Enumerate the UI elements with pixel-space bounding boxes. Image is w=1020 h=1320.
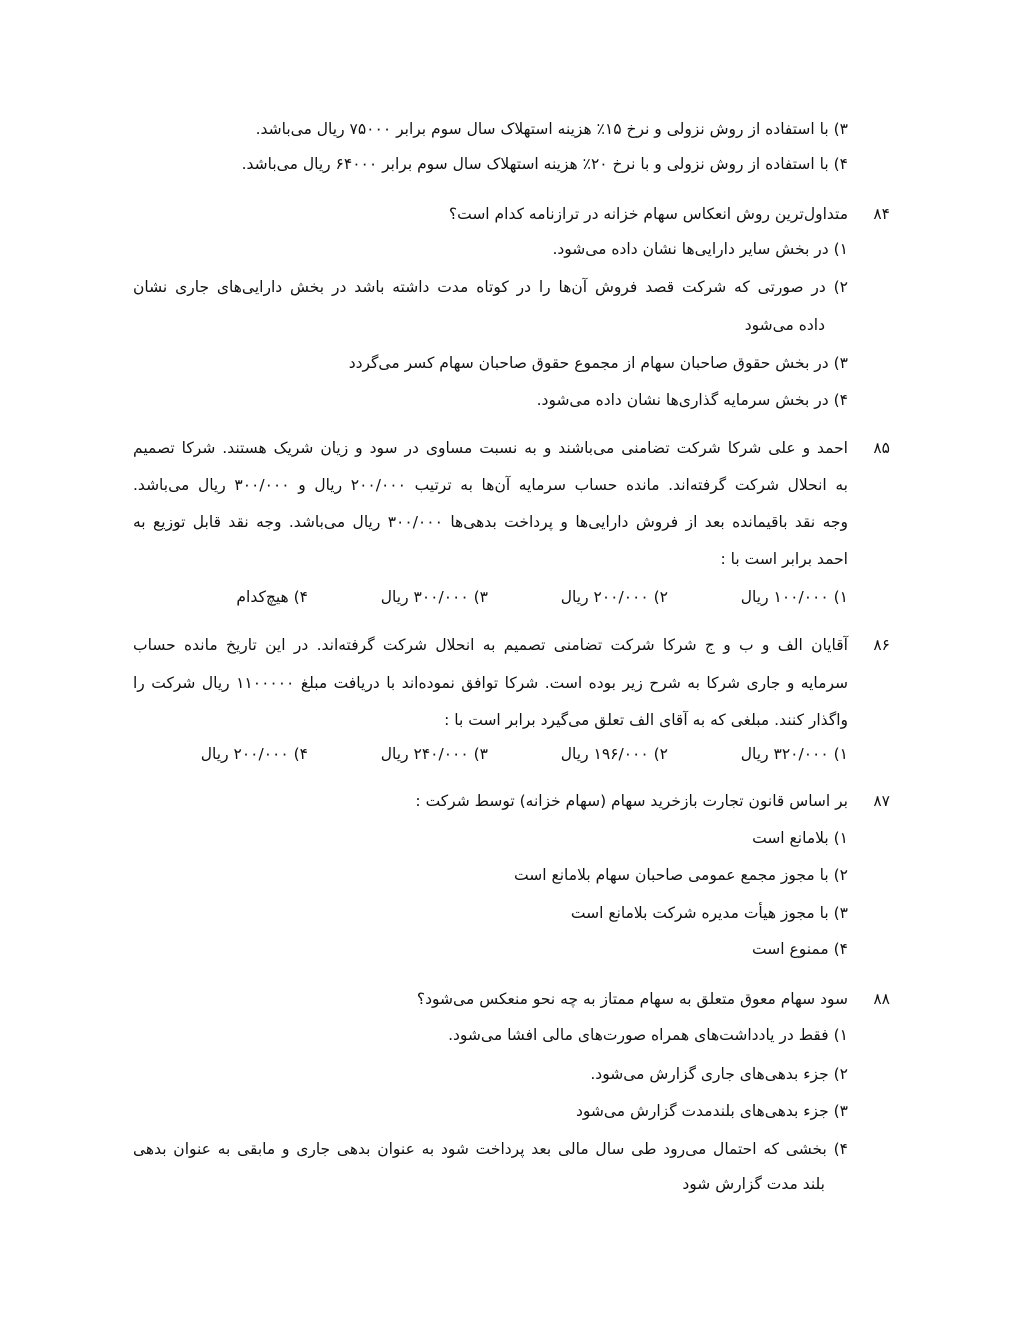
question-87-option-4: ۴) ممنوع است (752, 940, 848, 958)
question-87-option-3: ۳) با مجوز هیأت مدیره شرکت بلامانع است (570, 904, 848, 922)
question-86-option-4: ۴) ۲۰۰/۰۰۰ ریال (200, 745, 308, 763)
question-87-number: ۸۷ (873, 792, 890, 810)
question-88-text: سود سهام معوق متعلق به سهام ممتاز به چه نحو منعکس می‌شود؟ (416, 990, 848, 1008)
question-84-text: متداول‌ترین روش انعکاس سهام خزانه در ترازنامه کدام است؟ (448, 205, 848, 223)
question-85-line-2: به انحلال شرکت گرفته‌اند. مانده حساب سرمایه آن‌ها به ترتیب ۲۰۰/۰۰۰ ریال و ۳۰۰/۰۰۰ ریال می‌باشد. (133, 476, 848, 494)
question-86-line-2: سرمایه و جاری شرکا به شرح زیر بوده است. شرکا توافق نموده‌اند با دریافت مبلغ ۱۱۰۰۰۰۰ ریال شرکت را (133, 674, 848, 692)
question-87-option-2: ۲) با مجوز مجمع عمومی صاحبان سهام بلامانع است (514, 866, 848, 884)
question-85-number: ۸۵ (873, 439, 890, 457)
question-88-option-2: ۲) جزء بدهی‌های جاری گزارش می‌شود. (590, 1065, 848, 1083)
prev-option-4: ۴) با استفاده از روش نزولی و با نرخ ۲۰٪ هزینه استهلاک سال سوم برابر ۶۴۰۰۰ ریال می‌باشد. (241, 155, 848, 173)
question-86-line-1: آقایان الف و ب و ج شرکا شرکت تضامنی تصمیم به انحلال شرکت گرفته‌اند. در این تاریخ مانده حساب (133, 636, 848, 654)
question-85-option-1: ۱) ۱۰۰/۰۰۰ ریال (740, 588, 848, 606)
question-85-option-3: ۳) ۳۰۰/۰۰۰ ریال (380, 588, 488, 606)
question-88-option-1: ۱) فقط در یادداشت‌های همراه صورت‌های مالی افشا می‌شود. (448, 1026, 848, 1044)
question-84-option-4: ۴) در بخش سرمایه گذاری‌ها نشان داده می‌شود. (536, 391, 848, 409)
question-88-option-4-line-1: ۴) بخشی که احتمال می‌رود طی سال مالی بعد پرداخت شود به عنوان بدهی جاری و مابقی به عنوان بدهی (133, 1140, 848, 1158)
question-84-option-2-line-1: ۲) در صورتی که شرکت قصد فروش آن‌ها را در کوتاه مدت داشته باشد در بخش دارایی‌های جاری نشان (133, 278, 848, 296)
question-85-option-2: ۲) ۲۰۰/۰۰۰ ریال (560, 588, 668, 606)
question-85-option-4: ۴) هیچ‌کدام (236, 588, 308, 606)
question-84-option-1: ۱) در بخش سایر دارایی‌ها نشان داده می‌شود. (552, 240, 848, 258)
question-88-number: ۸۸ (873, 990, 890, 1008)
question-86-option-1: ۱) ۳۲۰/۰۰۰ ریال (740, 745, 848, 763)
question-88-option-4-line-2: بلند مدت گزارش شود (682, 1175, 825, 1193)
question-84-number: ۸۴ (873, 205, 890, 223)
question-86-option-2: ۲) ۱۹۶/۰۰۰ ریال (560, 745, 668, 763)
question-85-line-4: احمد برابر است با : (720, 550, 848, 568)
prev-option-3: ۳) با استفاده از روش نزولی و نرخ ۱۵٪ هزینه استهلاک سال سوم برابر ۷۵۰۰۰ ریال می‌باشد. (255, 120, 848, 138)
question-84-option-2-line-2: داده می‌شود (744, 316, 825, 334)
question-86-option-3: ۳) ۲۴۰/۰۰۰ ریال (380, 745, 488, 763)
question-84-option-3: ۳) در بخش حقوق صاحبان سهام از مجموع حقوق صاحبان سهام کسر می‌گردد (348, 354, 848, 372)
question-87-text: بر اساس قانون تجارت بازخرید سهام (سهام خزانه) توسط شرکت : (415, 792, 848, 810)
question-86-line-3: واگذار کنند. مبلغی که به آقای الف تعلق می‌گیرد برابر است با : (444, 711, 848, 729)
question-88-option-3: ۳) جزء بدهی‌های بلندمدت گزارش می‌شود (575, 1102, 848, 1120)
question-85-line-1: احمد و علی شرکا شرکت تضامنی می‌باشند و به نسبت مساوی در سود و زیان شریک هستند. شرکا تصمیم (133, 439, 848, 457)
question-87-option-1: ۱) بلامانع است (752, 829, 848, 847)
question-85-line-3: وجه نقد باقیمانده بعد از فروش دارایی‌ها و پرداخت بدهی‌ها ۳۰۰/۰۰۰ ریال می‌باشد. وجه نقد قابل توزیع به (133, 513, 848, 531)
question-86-number: ۸۶ (873, 636, 890, 654)
